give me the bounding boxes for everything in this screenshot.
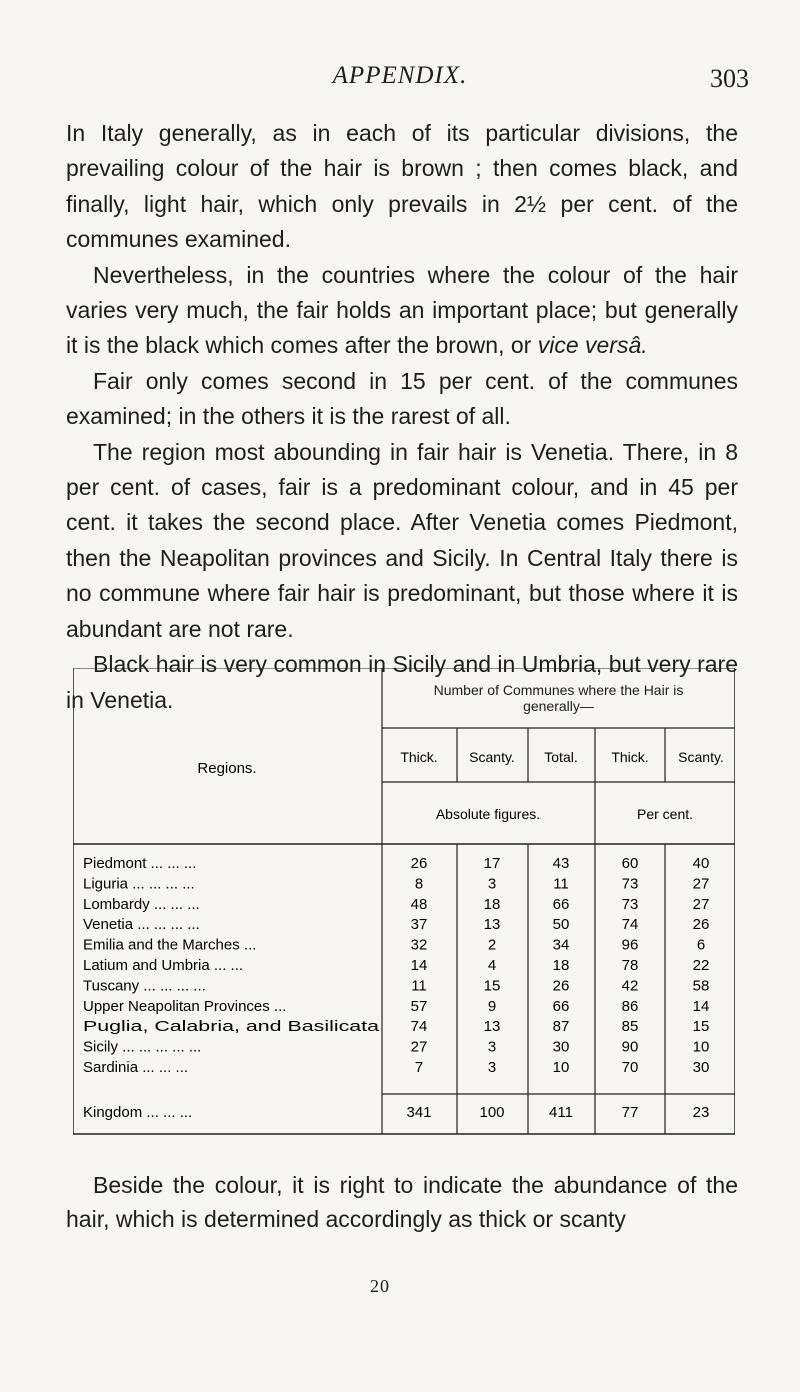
closing-text (66, 1168, 738, 1236)
col-header-total: Total. (544, 749, 578, 765)
table-cell: 14 (410, 957, 428, 974)
table-cell: 60 (621, 855, 639, 872)
table-cell: 27 (692, 875, 710, 893)
table-cell: 48 (410, 895, 428, 913)
paragraph-2-text: Nevertheless, in the countries where the colour of the hair varies very much, the fair holds an important place; but generally it is the black which comes after the brown, or (66, 261, 738, 359)
table-cell: 27 (692, 895, 710, 913)
table-row-region: Lombardy ... ... ... (83, 895, 200, 913)
table-cell: 14 (692, 997, 710, 1015)
col-header-scanty-abs: Scanty. (469, 749, 515, 765)
col-header-scanty-pct: Scanty. (678, 749, 724, 765)
table-total-cell: 100 (479, 1104, 505, 1121)
table-cell: 34 (552, 936, 570, 954)
paragraph-4: The region most abounding in fair hair is Venetia. There, in 8 per cent. of cases, fair is a predominant colour, and in 45 per cent. it takes the second place. After Venetia comes Piedmont, then the Neapolitan provinces and Sicily. In Central Italy there is no commune where fair hair is predominant, but those where it is abundant are not rare. (66, 438, 738, 642)
absolute-figures-header: Absolute figures. (435, 806, 541, 822)
closing-paragraph: Beside the colour, it is right to indicate the abundance of the hair, which is determined accordingly as thick or scanty (66, 1172, 738, 1232)
table-cell: 57 (410, 997, 428, 1015)
table-cell: 11 (411, 977, 427, 995)
table-row-region: Liguria ... ... ... ... (83, 875, 195, 893)
hair-table (73, 668, 735, 1392)
table-row-region: Upper Neapolitan Provinces ... (83, 997, 287, 1015)
table-cell: 87 (552, 1018, 570, 1036)
table-cell: 18 (552, 957, 570, 974)
paragraph-3: Fair only comes second in 15 per cent. of the communes examined; in the others it is the rarest of all. (66, 367, 738, 430)
table-row-region: Sardinia ... ... ... (83, 1059, 189, 1076)
table-cell: 7 (414, 1059, 424, 1076)
table-cell: 74 (410, 1018, 428, 1036)
table-cell: 90 (621, 1038, 639, 1056)
table-cell: 74 (621, 916, 639, 934)
table-cell: 73 (621, 895, 639, 913)
group-header: Number of Communes where the Hair is generally— (433, 682, 684, 714)
table-cell: 22 (692, 957, 710, 974)
page-number: 303 (710, 64, 749, 93)
table-row-region: Latium and Umbria ... ... (83, 957, 244, 974)
table-cell: 66 (552, 895, 570, 913)
table-cell: 3 (487, 875, 497, 893)
table-row-region: Puglia, Calabria, and Basilicata (83, 1018, 380, 1036)
hair-table-svg (73, 668, 735, 1148)
table-cell: 27 (410, 1038, 428, 1056)
table-row-region: Piedmont ... ... ... (83, 855, 197, 872)
table-cell: 26 (410, 855, 428, 872)
table-cell: 96 (621, 936, 639, 954)
paragraph-2 (66, 258, 738, 364)
table-cell: 58 (692, 977, 710, 995)
paragraph-1: In Italy generally, as in each of its particular divisions, the prevailing colour of the hair is brown ; then comes black, and finally, light hair, which only prevails in 2½ per cent. of the communes examined. (66, 120, 738, 253)
table-cell: 26 (552, 977, 570, 995)
table-cell: 15 (483, 977, 501, 995)
table-total-cell: 341 (406, 1104, 432, 1121)
table-cell: 30 (692, 1059, 710, 1076)
table-row-region: Venetia ... ... ... ... (83, 916, 200, 934)
table-total-cell: 411 (549, 1104, 573, 1121)
col-header-thick-pct: Thick. (611, 749, 649, 765)
table-cell: 40 (692, 855, 710, 872)
paragraph-5: Black hair is very common in Sicily and in Umbria, but very rare in Venetia. (66, 651, 738, 713)
table-cell: 50 (552, 916, 570, 934)
table-row-region: Emilia and the Marches ... (83, 936, 257, 954)
table-cell: 37 (410, 916, 428, 934)
regions-header: Regions. (197, 760, 257, 777)
table-cell: 3 (487, 1038, 497, 1056)
table-cell: 17 (483, 855, 501, 872)
table-cell: 26 (692, 916, 710, 934)
table-cell: 66 (552, 997, 570, 1015)
table-cell: 11 (553, 875, 569, 893)
table-cell: 2 (487, 936, 497, 954)
table-cell: 6 (696, 936, 706, 954)
table-cell: 4 (487, 957, 497, 974)
table-cell: 78 (621, 957, 639, 974)
table-cell: 43 (552, 855, 570, 872)
table-cell: 8 (414, 875, 424, 893)
per-cent-header: Per cent. (636, 806, 694, 822)
table-cell: 32 (410, 936, 428, 954)
signature-mark: 20 (370, 1276, 390, 1296)
table-cell: 42 (621, 977, 639, 995)
body-text (66, 116, 738, 718)
table-total-cell: 23 (692, 1104, 710, 1121)
table-body (83, 855, 709, 1121)
table-cell: 85 (621, 1018, 639, 1036)
group-header-box (385, 672, 732, 726)
running-head: APPENDIX. (332, 62, 468, 89)
table-cell: 10 (692, 1038, 710, 1056)
paragraph-2-italic: vice versâ. (537, 332, 648, 359)
table-cell: 70 (621, 1059, 639, 1076)
table-cell: 13 (483, 1018, 501, 1036)
table-cell: 13 (483, 916, 501, 934)
table-cell: 3 (487, 1059, 497, 1076)
table-row-region: Sicily ... ... ... ... ... (83, 1038, 202, 1056)
table-cell: 73 (621, 875, 639, 893)
table-cell: 86 (621, 997, 639, 1015)
table-row-region: Tuscany ... ... ... ... (83, 977, 206, 995)
col-header-thick-abs: Thick. (400, 749, 438, 765)
table-cell: 15 (692, 1018, 710, 1036)
table-cell: 30 (552, 1038, 570, 1056)
table-cell: 9 (487, 997, 497, 1015)
table-total-region: Kingdom ... ... ... (83, 1104, 193, 1121)
table-cell: 18 (483, 895, 501, 913)
table-total-cell: 77 (621, 1104, 639, 1121)
table-cell: 10 (552, 1059, 570, 1076)
